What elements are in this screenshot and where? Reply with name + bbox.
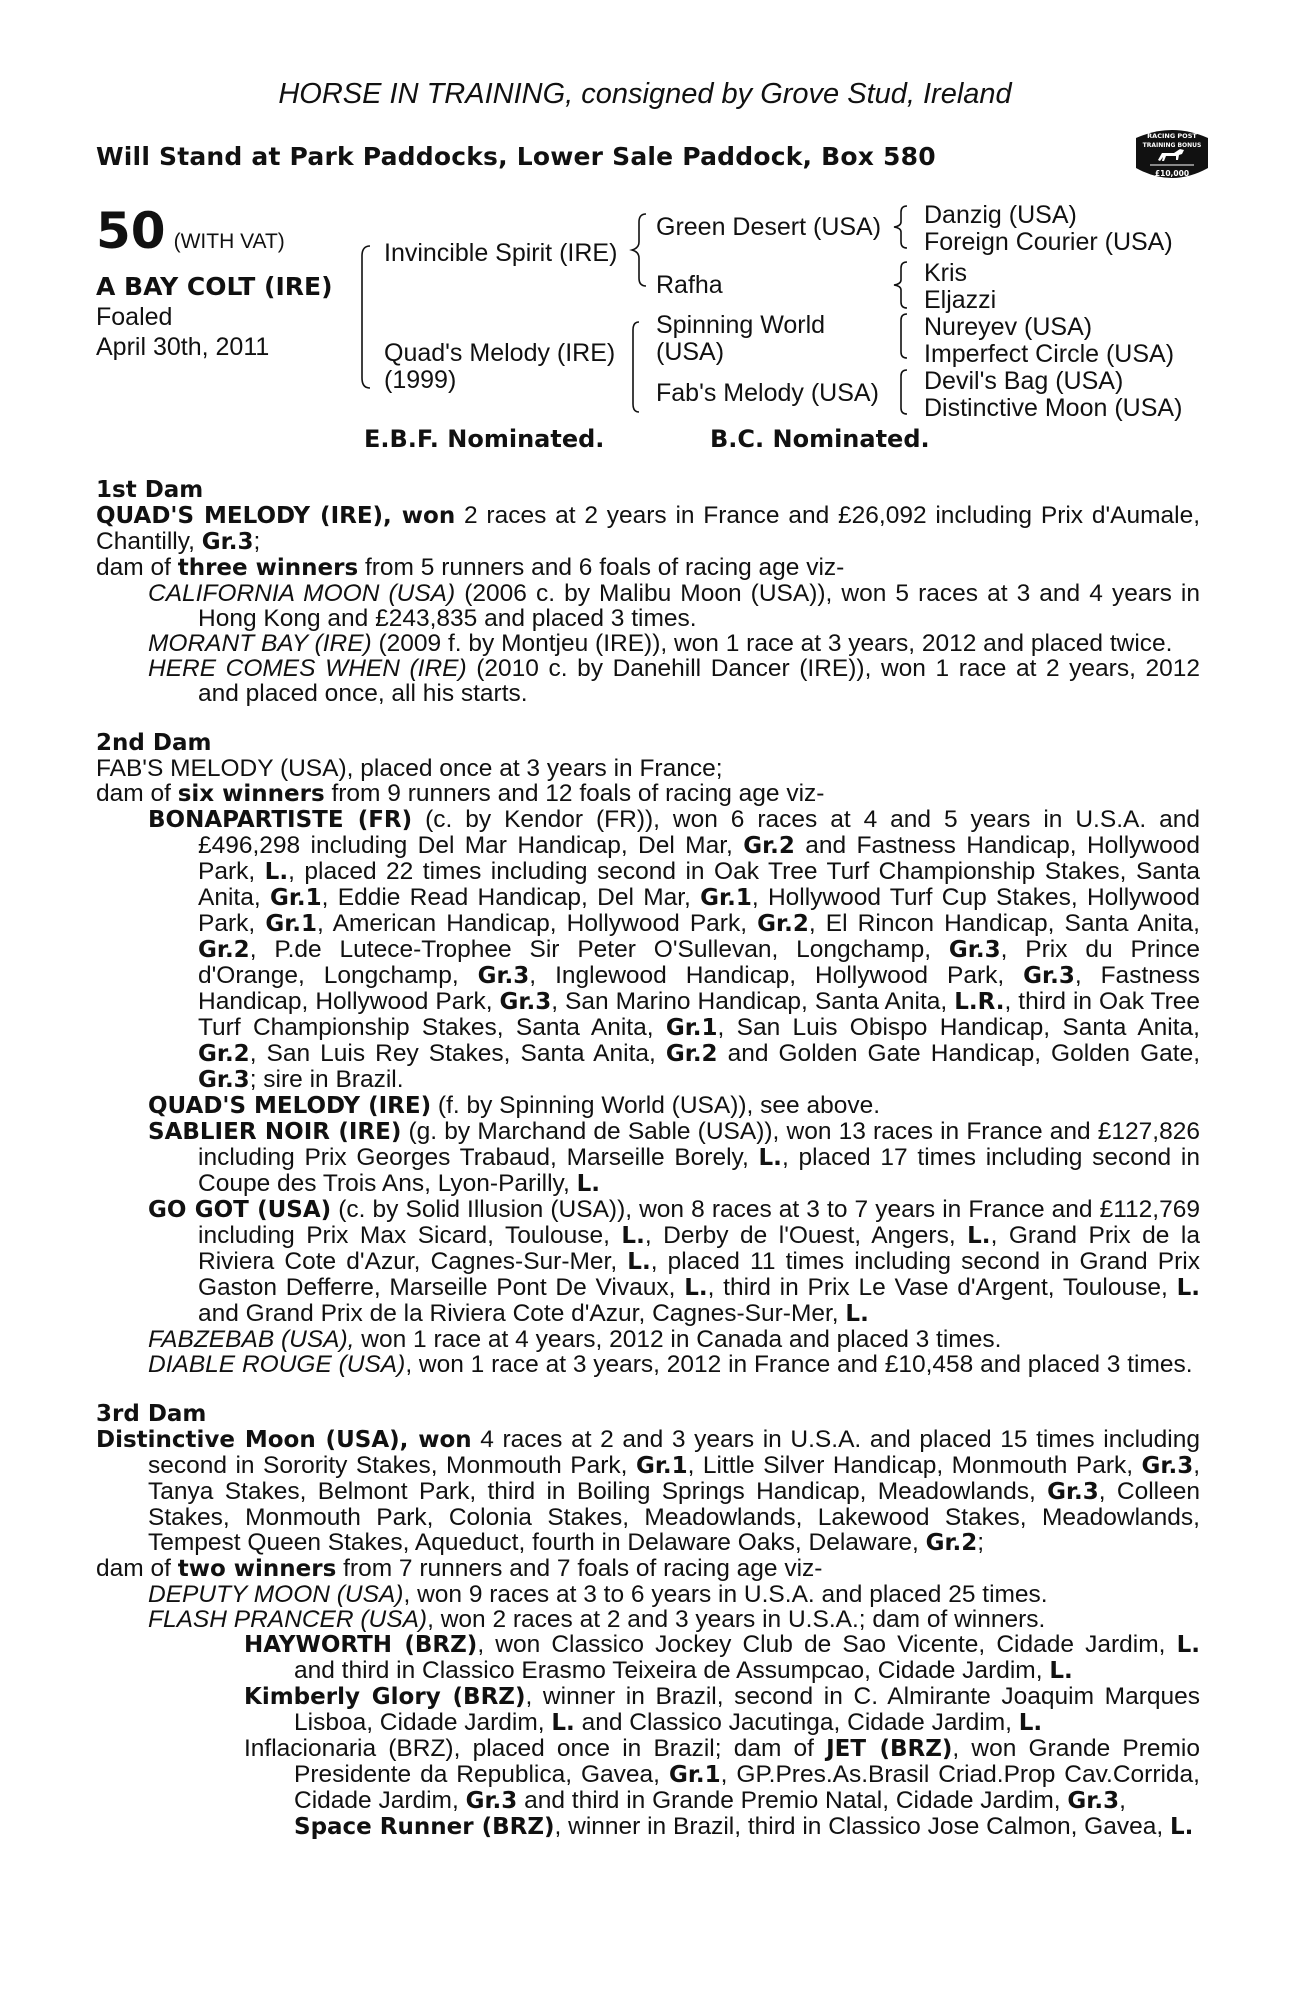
list-item: MORANT BAY (IRE) (2009 f. by Montjeu (IRE)), won 1 race at 3 years, 2012 and placed twice. [148, 630, 1173, 657]
list-item: FLASH PRANCER (USA), won 2 races at 2 and 3 years in U.S.A.; dam of winners. [148, 1606, 1046, 1633]
pedigree-bracket [889, 368, 913, 416]
first-dam-section [96, 478, 1200, 706]
first-dam-record: QUAD'S MELODY (IRE), won 2 races at 2 years in France and £26,092 including Prix d'Aumale, Chantilly, Gr.3; [96, 502, 1201, 555]
pedigree-bracket [626, 212, 654, 288]
horse-description: A BAY COLT (IRE) [96, 272, 333, 301]
third-dam-produce: dam of two winners from 7 runners and 7 foals of racing age viz- [96, 1555, 823, 1582]
sire: Invincible Spirit (IRE) [384, 239, 618, 267]
foaled-block [96, 302, 269, 362]
list-item: DIABLE ROUGE (USA), won 1 race at 3 years, 2012 in France and £10,458 and placed 3 times. [148, 1351, 1193, 1378]
list-item: QUAD'S MELODY (IRE) (f. by Spinning World (USA)), see above. [148, 1092, 881, 1119]
horse-icon [1132, 124, 1212, 186]
list-item: CALIFORNIA MOON (USA) (2006 c. by Malibu Moon (USA)), won 5 races at 3 and 4 years in Hong Kong and £243,835 and placed 3 times. [148, 580, 1200, 632]
sire-sire: Green Desert (USA) [656, 213, 882, 241]
badge-line2: TRAINING BONUS [1142, 142, 1202, 149]
dam-dam: Fab's Melody (USA) [656, 379, 879, 407]
list-item: HAYWORTH (BRZ), won Classico Jockey Club de Sao Vicente, Cidade Jardim, L. and third in Classico Erasmo Teixeira de Assumpcao, Cidade Jardim, L. [244, 1631, 1200, 1684]
ds-dam: Imperfect Circle (USA) [924, 340, 1175, 368]
sire-dam: Rafha [656, 271, 723, 299]
dam-year: (1999) [384, 366, 457, 394]
pedigree-bracket [889, 260, 913, 310]
dd-dam: Distinctive Moon (USA) [924, 394, 1183, 422]
stand-location: Will Stand at Park Paddocks, Lower Sale Paddock, Box 580 [96, 142, 936, 171]
catalogue-body [96, 478, 1200, 1840]
ss-sire: Danzig (USA) [924, 201, 1077, 229]
second-dam-produce: dam of six winners from 9 runners and 12 foals of racing age viz- [96, 780, 825, 807]
dam-sire-country: (USA) [656, 338, 725, 366]
training-bonus-badge [1132, 124, 1212, 186]
list-item: DEPUTY MOON (USA), won 9 races at 3 to 6 years in U.S.A. and placed 25 times. [148, 1581, 1048, 1608]
pedigree-bracket [356, 244, 376, 390]
third-dam-record: Distinctive Moon (USA), won 4 races at 2 and 3 years in U.S.A. and placed 15 times including second in Sorority Stakes, Monmouth Park, Gr.1, Little Silver Handicap, Monmouth Park, Gr.3, Tanya Stakes, Belmont Park, third in Boiling Springs Handicap, Meadowlands, Gr.3, Colleen Stakes, Monmouth Park, Colonia Stakes, Meadowlands, Lakewood Stakes, Meadowlands, Tempest Queen Stakes, Aqueduct, fourth in Delaware Oaks, Delaware, Gr.2; [96, 1426, 1201, 1556]
lot-number-block [96, 202, 285, 260]
second-dam-record: FAB'S MELODY (USA), placed once at 3 years in France; [96, 755, 723, 782]
ss-dam: Foreign Courier (USA) [924, 228, 1173, 256]
pedigree-bracket [624, 320, 644, 414]
section-heading: 2nd Dam [96, 730, 212, 756]
first-dam-produce: dam of three winners from 5 runners and 6 foals of racing age viz- [96, 554, 845, 581]
sd-sire: Kris [924, 259, 968, 287]
ds-sire: Nureyev (USA) [924, 313, 1093, 341]
badge-line1: RACING POST [1147, 132, 1197, 140]
list-item: Kimberly Glory (BRZ), winner in Brazil, second in C. Almirante Joaquim Marques Lisboa, Cidade Jardim, L. and Classico Jacutinga, Cidade Jardim, L. [244, 1683, 1200, 1736]
dam-sire-name: Spinning World [656, 311, 826, 339]
pedigree-bracket [889, 204, 913, 250]
section-heading: 1st Dam [96, 477, 204, 503]
list-item: GO GOT (USA) (c. by Solid Illusion (USA)), won 8 races at 3 to 7 years in France and £112,769 including Prix Max Sicard, Toulouse, L., Derby de l'Ouest, Angers, L., Grand Prix de la Riviera Cote d'Azur, Cagnes-Sur-Mer, L., placed 11 times including second in Grand Prix Gaston Defferre, Marseille Pont De Vivaux, L., third in Prix Le Vase d'Argent, Toulouse, L. and Grand Prix de la Riviera Cote d'Azur, Cagnes-Sur-Mer, L. [148, 1196, 1201, 1327]
list-item: Inflacionaria (BRZ), placed once in Brazil; dam of JET (BRZ), won Grande Premio Presidente da Republica, Gavea, Gr.1, GP.Pres.As.Brasil Criad.Prop Cav.Corrida, Cidade Jardim, Gr.3 and third in Grande Premio Natal, Cidade Jardim, Gr.3, Space Runner (BRZ), winner in Brazil, third in Classico Jose Calmon, Gavea, L. [244, 1735, 1200, 1840]
dam [384, 340, 615, 394]
vat-note: (WITH VAT) [173, 230, 285, 253]
bc-nominated: B.C. Nominated. [710, 425, 930, 453]
list-item: HERE COMES WHEN (IRE) (2010 c. by Danehill Dancer (IRE)), won 1 race at 2 years, 2012 and placed once, all his starts. [148, 655, 1200, 707]
foaled-label: Foaled [96, 303, 173, 331]
lot-number: 50 [96, 202, 166, 260]
sd-dam: Eljazzi [924, 286, 997, 314]
list-item: SABLIER NOIR (IRE) (g. by Marchand de Sable (USA)), won 13 races in France and £127,826 including Prix Georges Trabaud, Marseille Borely, L., placed 17 times including second in Coupe des Trois Ans, Lyon-Parilly, L. [148, 1118, 1200, 1197]
section-heading: 3rd Dam [96, 1401, 207, 1427]
list-item: FABZEBAB (USA), won 1 race at 4 years, 2012 in Canada and placed 3 times. [148, 1326, 1002, 1353]
pedigree-bracket [889, 312, 913, 360]
foaled-date: April 30th, 2011 [96, 333, 270, 361]
dam-sire [656, 312, 825, 366]
ebf-nominated: E.B.F. Nominated. [364, 425, 605, 453]
list-item: BONAPARTISTE (FR) (c. by Kendor (FR)), won 6 races at 4 and 5 years in U.S.A. and £496,298 including Del Mar Handicap, Del Mar, Gr.2 and Fastness Handicap, Hollywood Park, L., placed 22 times including second in Oak Tree Turf Championship Stakes, Santa Anita, Gr.1, Eddie Read Handicap, Del Mar, Gr.1, Hollywood Turf Cup Stakes, Hollywood Park, Gr.1, American Handicap, Hollywood Park, Gr.2, El Rincon Handicap, Santa Anita, Gr.2, P.de Lutece-Trophee Sir Peter O'Sullevan, Longchamp, Gr.3, Prix du Prince d'Orange, Longchamp, Gr.3, Inglewood Handicap, Hollywood Park, Gr.3, Fastness Handicap, Hollywood Park, Gr.3, San Marino Handicap, Santa Anita, L.R., third in Oak Tree Turf Championship Stakes, Santa Anita, Gr.1, San Luis Obispo Handicap, Santa Anita, Gr.2, San Luis Rey Stakes, Santa Anita, Gr.2 and Golden Gate Handicap, Golden Gate, Gr.3; sire in Brazil. [148, 806, 1201, 1093]
page-header-title: HORSE IN TRAINING, consigned by Grove Stud, Ireland [278, 78, 1012, 110]
third-dam-section [96, 1402, 1200, 1840]
badge-line3: £10,000 [1154, 169, 1190, 178]
dd-sire: Devil's Bag (USA) [924, 367, 1124, 395]
dam-name: Quad's Melody (IRE) [384, 339, 616, 367]
second-dam-section [96, 731, 1200, 1377]
